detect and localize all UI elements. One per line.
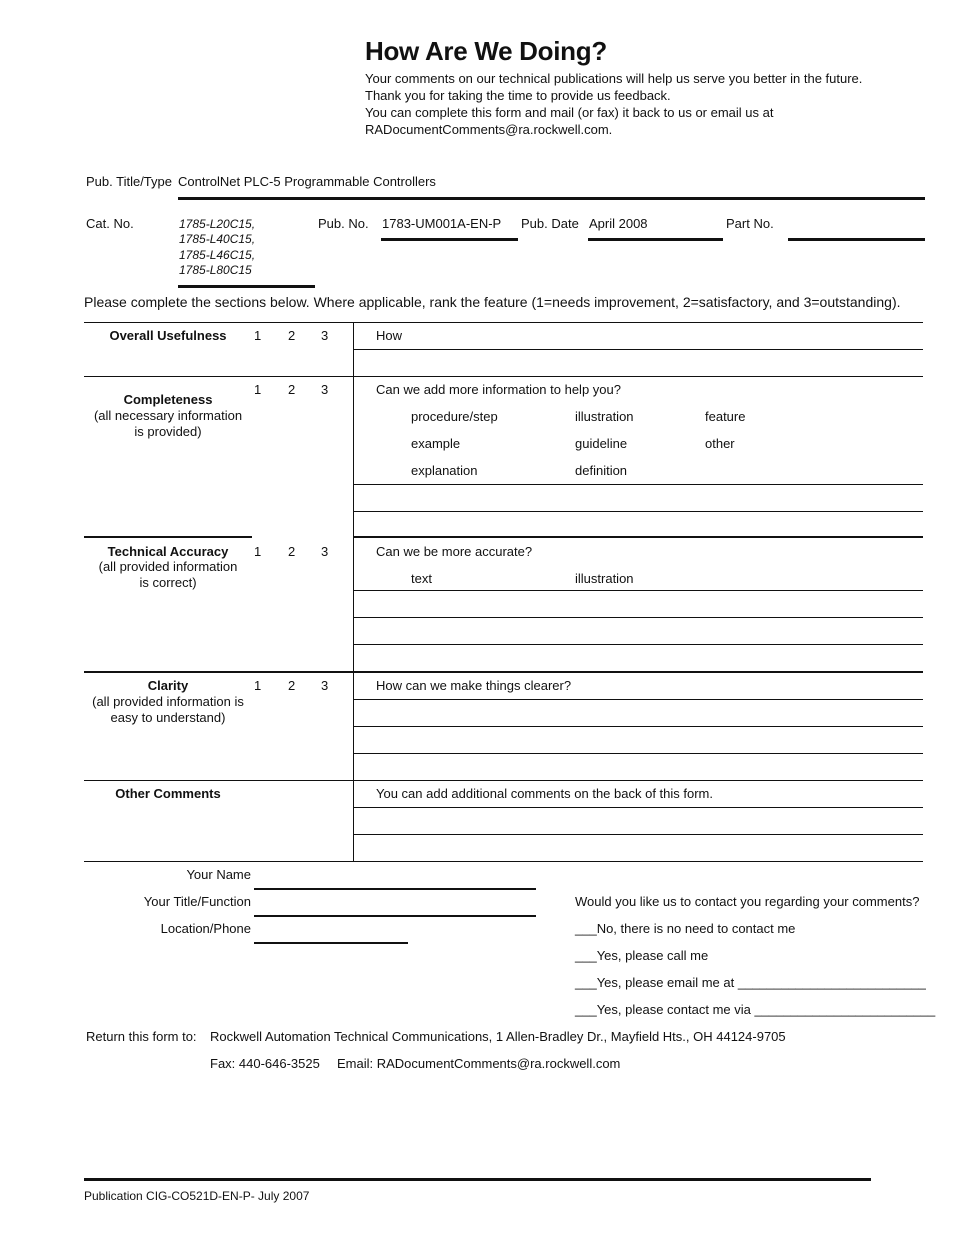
completeness-rank-1[interactable]: 1 bbox=[254, 382, 262, 397]
option-guideline[interactable]: guideline bbox=[575, 436, 628, 451]
part-no-field-line bbox=[788, 238, 925, 241]
section-rule bbox=[354, 536, 923, 538]
other-comments-prompt: You can add additional comments on the back of this form. bbox=[376, 786, 713, 801]
other-comments-title: Other Comments bbox=[115, 786, 221, 801]
section-rule bbox=[84, 536, 252, 538]
clarity-write-line[interactable] bbox=[354, 699, 923, 700]
cat-no-field-line bbox=[178, 285, 315, 288]
your-title-label: Your Title/Function bbox=[143, 894, 251, 909]
accuracy-write-line[interactable] bbox=[354, 590, 923, 591]
option-procedure-step[interactable]: procedure/step bbox=[411, 409, 498, 424]
intro-line: You can complete this form and mail (or fax) it back to us or email us at bbox=[365, 105, 774, 120]
intro-line: Thank you for taking the time to provide us feedback. bbox=[365, 88, 671, 103]
accuracy-subtitle: is correct) bbox=[139, 575, 197, 590]
pub-title-rule bbox=[178, 197, 925, 200]
part-no-label: Part No. bbox=[726, 216, 774, 231]
return-address: Rockwell Automation Technical Communications, 1 Allen-Bradley Dr., Mayfield Hts., OH 44124-9705 bbox=[210, 1029, 786, 1044]
completeness-rank-2[interactable]: 2 bbox=[288, 382, 296, 397]
intro-line: Your comments on our technical publications will help us serve you better in the future. bbox=[365, 71, 863, 86]
cat-no-value[interactable]: 1785-L46C15, bbox=[179, 248, 256, 262]
clarity-prompt: How can we make things clearer? bbox=[376, 678, 572, 693]
completeness-title: Completeness bbox=[123, 392, 213, 407]
usefulness-title: Overall Usefulness bbox=[109, 328, 227, 343]
page-title: How Are We Doing? bbox=[365, 36, 607, 66]
option-example[interactable]: example bbox=[411, 436, 461, 451]
cat-no-value[interactable]: 1785-L20C15, bbox=[179, 217, 256, 231]
pub-no-label: Pub. No. bbox=[318, 216, 369, 231]
your-name-field[interactable] bbox=[254, 888, 536, 890]
contact-option-email[interactable]: ___Yes, please email me at __________________________ bbox=[575, 975, 926, 990]
completeness-subtitle: (all necessary information bbox=[93, 408, 243, 423]
pub-date-field-line bbox=[588, 238, 723, 241]
return-email: Email: RADocumentComments@ra.rockwell.com bbox=[337, 1056, 621, 1071]
location-phone-field[interactable] bbox=[254, 942, 408, 944]
cat-no-value[interactable]: 1785-L40C15, bbox=[179, 232, 256, 246]
contact-option-via[interactable]: ___Yes, please contact me via _________________________ bbox=[575, 1002, 936, 1017]
accuracy-subtitle: (all provided information bbox=[98, 559, 238, 574]
pub-title-label: Pub. Title/Type bbox=[86, 174, 172, 189]
clarity-rank-2[interactable]: 2 bbox=[288, 678, 296, 693]
accuracy-write-line[interactable] bbox=[354, 644, 923, 645]
your-name-label: Your Name bbox=[186, 867, 251, 882]
cat-no-label: Cat. No. bbox=[86, 216, 134, 231]
other-write-line[interactable] bbox=[354, 834, 923, 835]
clarity-rank-1[interactable]: 1 bbox=[254, 678, 262, 693]
usefulness-write-line[interactable] bbox=[354, 349, 923, 350]
accuracy-write-line[interactable] bbox=[354, 617, 923, 618]
other-write-line[interactable] bbox=[354, 807, 923, 808]
clarity-rank-3[interactable]: 3 bbox=[321, 678, 329, 693]
intro-email: RADocumentComments@ra.rockwell.com. bbox=[365, 122, 613, 137]
accuracy-rank-2[interactable]: 2 bbox=[288, 544, 296, 559]
accuracy-rank-3[interactable]: 3 bbox=[321, 544, 329, 559]
section-rule bbox=[84, 671, 923, 673]
clarity-write-line[interactable] bbox=[354, 753, 923, 754]
usefulness-rank-2[interactable]: 2 bbox=[288, 328, 296, 343]
table-bottom-rule bbox=[84, 861, 923, 862]
table-top-rule bbox=[84, 322, 923, 323]
contact-option-no[interactable]: ___No, there is no need to contact me bbox=[575, 921, 796, 936]
accuracy-prompt: Can we be more accurate? bbox=[376, 544, 533, 559]
option-other[interactable]: other bbox=[705, 436, 735, 451]
cat-no-value[interactable]: 1785-L80C15 bbox=[179, 263, 252, 277]
clarity-write-line[interactable] bbox=[354, 726, 923, 727]
footer-rule bbox=[84, 1178, 871, 1181]
accuracy-rank-1[interactable]: 1 bbox=[254, 544, 262, 559]
return-fax: Fax: 440-646-3525 bbox=[210, 1056, 320, 1071]
completeness-write-line[interactable] bbox=[354, 511, 923, 512]
your-title-field[interactable] bbox=[254, 915, 536, 917]
clarity-subtitle: easy to understand) bbox=[110, 710, 226, 725]
completeness-rank-3[interactable]: 3 bbox=[321, 382, 329, 397]
pub-date-value[interactable]: April 2008 bbox=[589, 216, 648, 231]
return-label: Return this form to: bbox=[86, 1029, 197, 1044]
option-illustration[interactable]: illustration bbox=[575, 409, 634, 424]
accuracy-title: Technical Accuracy bbox=[107, 544, 229, 559]
option-text[interactable]: text bbox=[411, 571, 432, 586]
footer-publication: Publication CIG-CO521D-EN-P- July 2007 bbox=[84, 1189, 310, 1203]
completeness-subtitle: is provided) bbox=[134, 424, 202, 439]
option-illustration[interactable]: illustration bbox=[575, 571, 634, 586]
clarity-subtitle: (all provided information is bbox=[92, 694, 244, 709]
contact-option-call[interactable]: ___Yes, please call me bbox=[575, 948, 709, 963]
option-feature[interactable]: feature bbox=[705, 409, 746, 424]
usefulness-rank-3[interactable]: 3 bbox=[321, 328, 329, 343]
contact-question: Would you like us to contact you regarding your comments? bbox=[575, 894, 920, 909]
pub-no-field-line bbox=[381, 238, 518, 241]
usefulness-prompt: How bbox=[376, 328, 403, 343]
completeness-prompt: Can we add more information to help you? bbox=[376, 382, 621, 397]
location-phone-label: Location/Phone bbox=[160, 921, 251, 936]
section-rule bbox=[84, 376, 923, 377]
pub-title-value[interactable]: ControlNet PLC-5 Programmable Controllers bbox=[178, 174, 436, 189]
completeness-write-line[interactable] bbox=[354, 484, 923, 485]
instructions: Please complete the sections below. Where applicable, rank the feature (1=needs improvement, 2=satisfactory, and 3=outstanding). bbox=[84, 294, 901, 310]
option-explanation[interactable]: explanation bbox=[411, 463, 478, 478]
pub-date-label: Pub. Date bbox=[521, 216, 579, 231]
option-definition[interactable]: definition bbox=[575, 463, 628, 478]
clarity-title: Clarity bbox=[147, 678, 189, 693]
section-rule bbox=[84, 780, 923, 781]
pub-no-value[interactable]: 1783-UM001A-EN-P bbox=[382, 216, 502, 231]
usefulness-rank-1[interactable]: 1 bbox=[254, 328, 262, 343]
